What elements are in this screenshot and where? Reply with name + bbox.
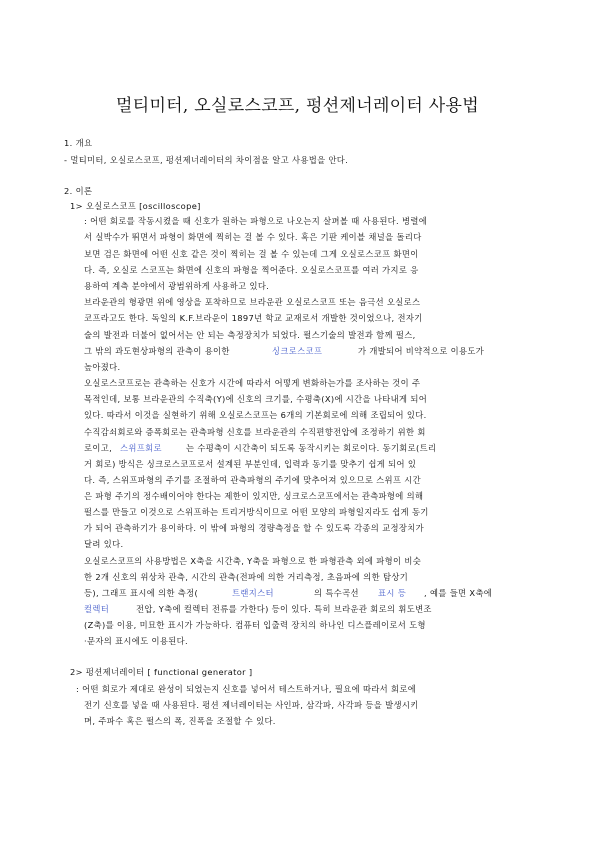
paragraph-line: 서 실박수가 뛰면서 파형이 화면에 찍히는 걸 볼 수 있다. 혹은 기판 케이블 채널을 돌리다 [84, 232, 422, 242]
paragraph-line: 브라운관의 형광면 위에 영상을 포착하므로 브라운관 오실로스코프 또는 음극선 오실로스 [84, 297, 421, 307]
paragraph-line: : 어떤 회로를 작동시켰을 때 신호가 원하는 파형으로 나오는지 살펴볼 때 사용된다. 병렬에 [84, 216, 428, 226]
section-1-heading: 1. 개요 [64, 138, 93, 148]
function-generator-heading: 2> 펑션제너레이터 [ functional generator ] [70, 667, 253, 677]
paragraph-line: 거 회로) 방식은 싱크로스코프로서 설계된 부분인데, 입력과 동기를 맞추기 쉽게 되어 있 [84, 459, 417, 469]
paragraph-line: 보면 검은 화면에 어떤 신호 같은 것이 찍히는 걸 볼 수 있는데 그게 오실로스코프 화면이 [84, 249, 419, 259]
oscilloscope-heading: 1> 오실로스코프 [oscilloscope] [70, 201, 201, 211]
paragraph-line: 펄스를 만들고 이것으로 스위프하는 트리거방식이므로 어떤 모양의 파형일지라도 쉽게 동기 [84, 507, 429, 517]
paragraph-line: 다. 즉, 스위프파형의 주기를 조절하여 관측파형의 주기에 맞추어져 있으므로 스위프 시간 [84, 475, 421, 485]
paragraph-line: (Z축)를 이용, 미묘한 표시가 가능하다. 컴퓨터 입출력 장치의 하나인 디스플레이로서 도형 [84, 620, 426, 630]
paragraph-line: 오실로스코프의 사용방법은 X축을 시간축, Y축을 파형으로 한 파형관측 외에 파형이 비슷 [84, 556, 422, 566]
paragraph-line: 있다. 따라서 이것을 실현하기 위해 오실로스코프는 6개의 기본회로에 의해 조립되어 있다. [84, 410, 427, 420]
paragraph-line: 는 수평축이 시간축이 되도록 동작시키는 회로이다. 동기회로(트리 [186, 443, 437, 453]
paragraph-line: : 어떤 회로가 제대로 완성이 되었는지 신호를 넣어서 테스트하거나, 필요에 따라서 회로에 [76, 684, 417, 694]
paragraph-line: 가 되어 관측하기가 용이하다. 이 밖에 파형의 경량측정을 할 수 있도록 각종의 교정장치가 [84, 523, 424, 533]
paragraph-line: 목적인데, 보통 브라운관의 수직축(Y)에 신호의 크기를, 수평축(X)에 시간을 나타내게 되어 [84, 394, 428, 404]
paragraph-line: 가 개발되어 비약적으로 이용도가 [358, 346, 485, 356]
paragraph-line: 높아졌다. [84, 362, 121, 372]
paragraph-line: 전압, Y축에 컬렉터 전류를 가한다) 등이 있다. 특히 브라운관 회로의 휘도변조 [136, 604, 432, 614]
paragraph-line: , 예를 들면 X축에 [424, 588, 493, 598]
paragraph-line: 그 밖의 과도현상파형의 관측이 용이한 [84, 346, 230, 356]
paragraph-line: 며, 주파수 혹은 펄스의 폭, 진폭을 조절할 수 있다. [84, 716, 276, 726]
paragraph-line: 전기 신호를 넣을 때 사용된다. 펑션 제너레이터는 사인파, 삼각파, 사각파 등을 발생시키 [84, 700, 419, 710]
section-2-heading: 2. 이론 [64, 186, 93, 196]
paragraph-line: 로이고, [84, 443, 113, 453]
paragraph-line: 오실로스코프로는 관측하는 신호가 시간에 따라서 어떻게 변화하는가를 조사하는 것이 주 [84, 378, 421, 388]
paragraph-line: 은 파형 주기의 정수배이어야 한다는 제한이 있지만, 싱크로스코프에서는 관측파형에 의해 [84, 491, 424, 501]
paragraph-line: ·문자의 표시에도 이용된다. [84, 636, 188, 646]
paragraph-line: 코프라고도 한다. 독일의 K.F.브라운이 1897년 학교 교재로서 개발한 것이었으나, 전자기 [84, 313, 423, 323]
sweep-circuit-link[interactable]: 스위프회로 [120, 443, 162, 453]
section-1-body: - 멀티미터, 오실로스코프, 펑션제너레이터의 차이점을 알고 사용법을 안다. [64, 155, 349, 165]
collector-link[interactable]: 컬렉터 [84, 604, 110, 614]
paragraph-line: 한 2개 신호의 위상차 관측, 시간의 관측(전파에 의한 거리측정, 초음파에 의한 탐상기 [84, 572, 409, 582]
paragraph-line: 다. 즉, 오실로 스코프는 화면에 신호의 파형을 찍어준다. 오실로스코프를 여러 가지로 응 [84, 265, 419, 275]
synchroscope-link[interactable]: 싱크로스코프 [272, 346, 323, 356]
paragraph-line: 등), 그래프 표시에 의한 측정( [84, 588, 199, 598]
paragraph-line: 의 특수곡선 [314, 588, 359, 598]
paragraph-line: 달려 있다. [84, 539, 124, 549]
transistor-link[interactable]: 트랜지스터 [232, 588, 274, 598]
paragraph-line: 용하여 계측 분야에서 광범위하게 사용하고 있다. [84, 281, 270, 291]
display-link[interactable]: 표시 등 [378, 588, 407, 598]
paragraph-line: 수직감쇠회로와 증폭회로는 관측파형 신호를 브라운관의 수직편향전압에 조정하기 위한 회 [84, 427, 426, 437]
document-title: 멀티미터, 오실로스코프, 펑션제너레이터 사용법 [116, 96, 479, 116]
paragraph-line: 술의 발전과 더불어 없어서는 안 되는 측정장치가 되었다. 펄스기술의 발전과 함께 펄스, [84, 330, 416, 340]
